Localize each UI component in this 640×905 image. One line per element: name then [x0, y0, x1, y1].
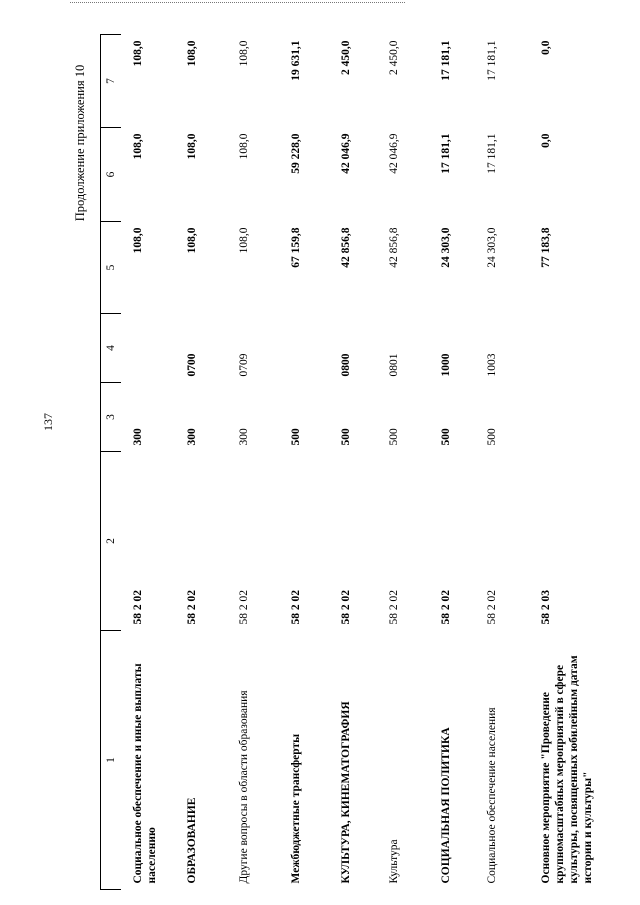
row-name: Социальное обеспечение населения — [486, 707, 498, 884]
row-target-code: 58 2 02 — [388, 590, 400, 625]
header-col-2: 2 — [101, 452, 122, 631]
row-amount-year-1: 77 183,8 — [540, 227, 552, 268]
row-section-code — [519, 314, 631, 383]
header-col-6: 6 — [101, 128, 122, 222]
row-section-code: 0700 — [186, 353, 198, 377]
row-section-code: 0800 — [340, 353, 352, 377]
table-row — [121, 35, 171, 890]
table-row — [519, 35, 631, 890]
row-name: ОБРАЗОВАНИЕ — [186, 797, 198, 884]
page-number: 137 — [41, 413, 55, 431]
table-row — [221, 35, 275, 890]
table-row — [425, 35, 473, 890]
row-expense-type: 500 — [290, 428, 302, 446]
row-expense-type: 300 — [186, 428, 198, 446]
appendix-continuation-note: Продолжение приложения 10 — [73, 64, 87, 222]
row-target-code: 58 2 02 — [290, 590, 302, 625]
row-name: Культура — [388, 839, 400, 884]
table-row — [375, 35, 425, 890]
row-amount-year-2: 17 181,1 — [486, 133, 498, 174]
row-section-code: 1000 — [440, 353, 452, 377]
row-amount-year-2: 17 181,1 — [440, 133, 452, 174]
scan-edge-line — [70, 0, 405, 3]
row-section-code — [121, 314, 171, 383]
row-amount-year-2: 108,0 — [186, 133, 198, 160]
row-target-code: 58 2 02 — [340, 590, 352, 625]
row-amount-year-3: 0,0 — [540, 40, 552, 55]
row-name: Социальное обеспечение и иные выплаты населению — [132, 663, 158, 884]
row-expense-type: 500 — [388, 428, 400, 446]
table-row — [275, 35, 325, 890]
row-target-code: 58 2 02 — [440, 590, 452, 625]
row-amount-year-1: 42 856,8 — [340, 227, 352, 268]
row-name: СОЦИАЛЬНАЯ ПОЛИТИКА — [440, 727, 452, 884]
header-col-4: 4 — [101, 314, 122, 383]
row-amount-year-3: 17 181,1 — [486, 40, 498, 81]
header-col-7: 7 — [101, 35, 122, 128]
row-amount-year-2: 42 046,9 — [388, 133, 400, 174]
row-expense-type: 500 — [486, 428, 498, 446]
header-row — [101, 35, 122, 890]
row-expense-type: 500 — [340, 428, 352, 446]
budget-table — [100, 34, 631, 890]
budget-table-container — [100, 35, 594, 890]
row-amount-year-3: 19 631,1 — [290, 40, 302, 81]
row-name: КУЛЬТУРА, КИНЕМАТОГРАФИЯ — [340, 701, 352, 884]
table-row — [325, 35, 375, 890]
row-name: Другие вопросы в области образования — [238, 690, 250, 884]
row-amount-year-1: 24 303,0 — [486, 227, 498, 268]
row-section-code: 0709 — [238, 353, 250, 377]
table-row — [473, 35, 519, 890]
row-amount-year-2: 59 228,0 — [290, 133, 302, 174]
row-target-code: 58 2 02 — [186, 590, 198, 625]
row-amount-year-3: 108,0 — [186, 40, 198, 67]
row-section-code — [275, 314, 325, 383]
header-col-5: 5 — [101, 222, 122, 314]
row-amount-year-1: 24 303,0 — [440, 227, 452, 268]
row-expense-type: 300 — [132, 428, 144, 446]
row-expense-type: 500 — [440, 428, 452, 446]
table-row — [171, 35, 221, 890]
row-amount-year-3: 2 450,0 — [340, 40, 352, 75]
row-expense-type: 300 — [238, 428, 250, 446]
row-amount-year-1: 108,0 — [186, 227, 198, 254]
row-amount-year-2: 108,0 — [238, 133, 250, 160]
row-amount-year-3: 17 181,1 — [440, 40, 452, 81]
row-amount-year-3: 108,0 — [132, 40, 144, 67]
row-amount-year-2: 108,0 — [132, 133, 144, 160]
row-target-code: 58 2 02 — [238, 590, 250, 625]
row-name: Межбюджетные трансферты — [290, 733, 302, 884]
row-amount-year-3: 108,0 — [238, 40, 250, 67]
row-amount-year-1: 67 159,8 — [290, 227, 302, 268]
row-amount-year-1: 108,0 — [132, 227, 144, 254]
row-target-code: 58 2 02 — [132, 590, 144, 625]
row-section-code: 1003 — [486, 353, 498, 377]
header-col-1: 1 — [101, 631, 122, 890]
row-amount-year-1: 108,0 — [238, 227, 250, 254]
row-name: Основное мероприятие "Проведение крупномасштабных мероприятий в сфере культуры, посвященных юбилейным датам истории и культуры" — [540, 655, 594, 884]
row-amount-year-2: 42 046,9 — [340, 133, 352, 174]
row-target-code: 58 2 03 — [540, 590, 552, 625]
header-col-3: 3 — [101, 383, 122, 452]
row-amount-year-1: 42 856,8 — [388, 227, 400, 268]
row-section-code: 0801 — [388, 353, 400, 377]
row-target-code: 58 2 02 — [486, 590, 498, 625]
row-amount-year-3: 2 450,0 — [388, 40, 400, 75]
row-expense-type — [519, 383, 631, 452]
row-amount-year-2: 0,0 — [540, 133, 552, 148]
